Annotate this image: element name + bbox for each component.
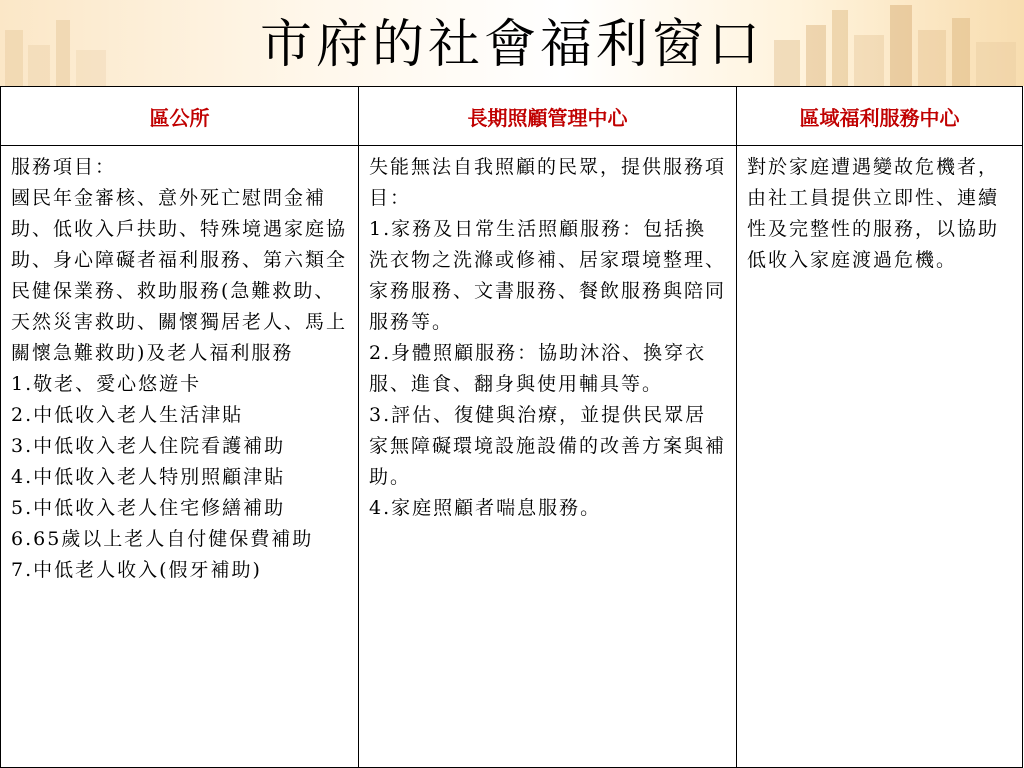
list-item: 4.中低收入老人特別照顧津貼 bbox=[11, 466, 286, 488]
page-title: 市府的社會福利窗口 bbox=[259, 15, 764, 75]
list-item: 3.評估、復健與治療，並提供民眾居家無障礙環境設施設備的改善方案與補助。 bbox=[369, 404, 727, 488]
list-item: 3.中低收入老人住院看護補助 bbox=[11, 435, 286, 457]
list-item: 5.中低收入老人住宅修繕補助 bbox=[11, 497, 286, 519]
regional-welfare-text: 對於家庭遭遇變故危機者，由社工員提供立即性、連續性及完整性的服務，以協助低收入家庭渡過危機。 bbox=[747, 156, 1000, 271]
header-district-office: 區公所 bbox=[1, 87, 359, 146]
header-regional-welfare-center: 區域福利服務中心 bbox=[737, 87, 1023, 146]
long-term-care-intro: 失能無法自我照顧的民眾，提供服務項目： bbox=[369, 156, 727, 209]
list-item: 7.中低老人收入(假牙補助) bbox=[11, 559, 262, 581]
list-item: 4.家庭照顧者喘息服務。 bbox=[369, 497, 602, 519]
table-header-row bbox=[1, 87, 1023, 146]
cell-long-term-care bbox=[359, 146, 737, 768]
district-intro: 國民年金審核、意外死亡慰問金補助、低收入戶扶助、特殊境遇家庭協助、身心障礙者福利服務、第六類全民健保業務、救助服務(急難救助、天然災害救助、關懷獨居老人、馬上關懷急難救助)及老人福利服務 bbox=[11, 187, 348, 364]
list-item: 1.家務及日常生活照顧服務：包括換洗衣物之洗滌或修補、居家環境整理、家務服務、文書服務、餐飲服務與陪同服務等。 bbox=[369, 218, 727, 333]
list-item: 2.身體照顧服務：協助沐浴、換穿衣服、進食、翻身與使用輔具等。 bbox=[369, 342, 707, 395]
list-item: 2.中低收入老人生活津貼 bbox=[11, 404, 244, 426]
list-item: 6.65歲以上老人自付健保費補助 bbox=[11, 528, 314, 550]
welfare-services-table bbox=[0, 86, 1023, 768]
cell-regional-welfare bbox=[737, 146, 1023, 768]
district-heading: 服務項目： bbox=[11, 156, 117, 178]
header-long-term-care-center: 長期照顧管理中心 bbox=[359, 87, 737, 146]
table-row bbox=[1, 146, 1023, 768]
cell-district-office bbox=[1, 146, 359, 768]
list-item: 1.敬老、愛心悠遊卡 bbox=[11, 373, 202, 395]
